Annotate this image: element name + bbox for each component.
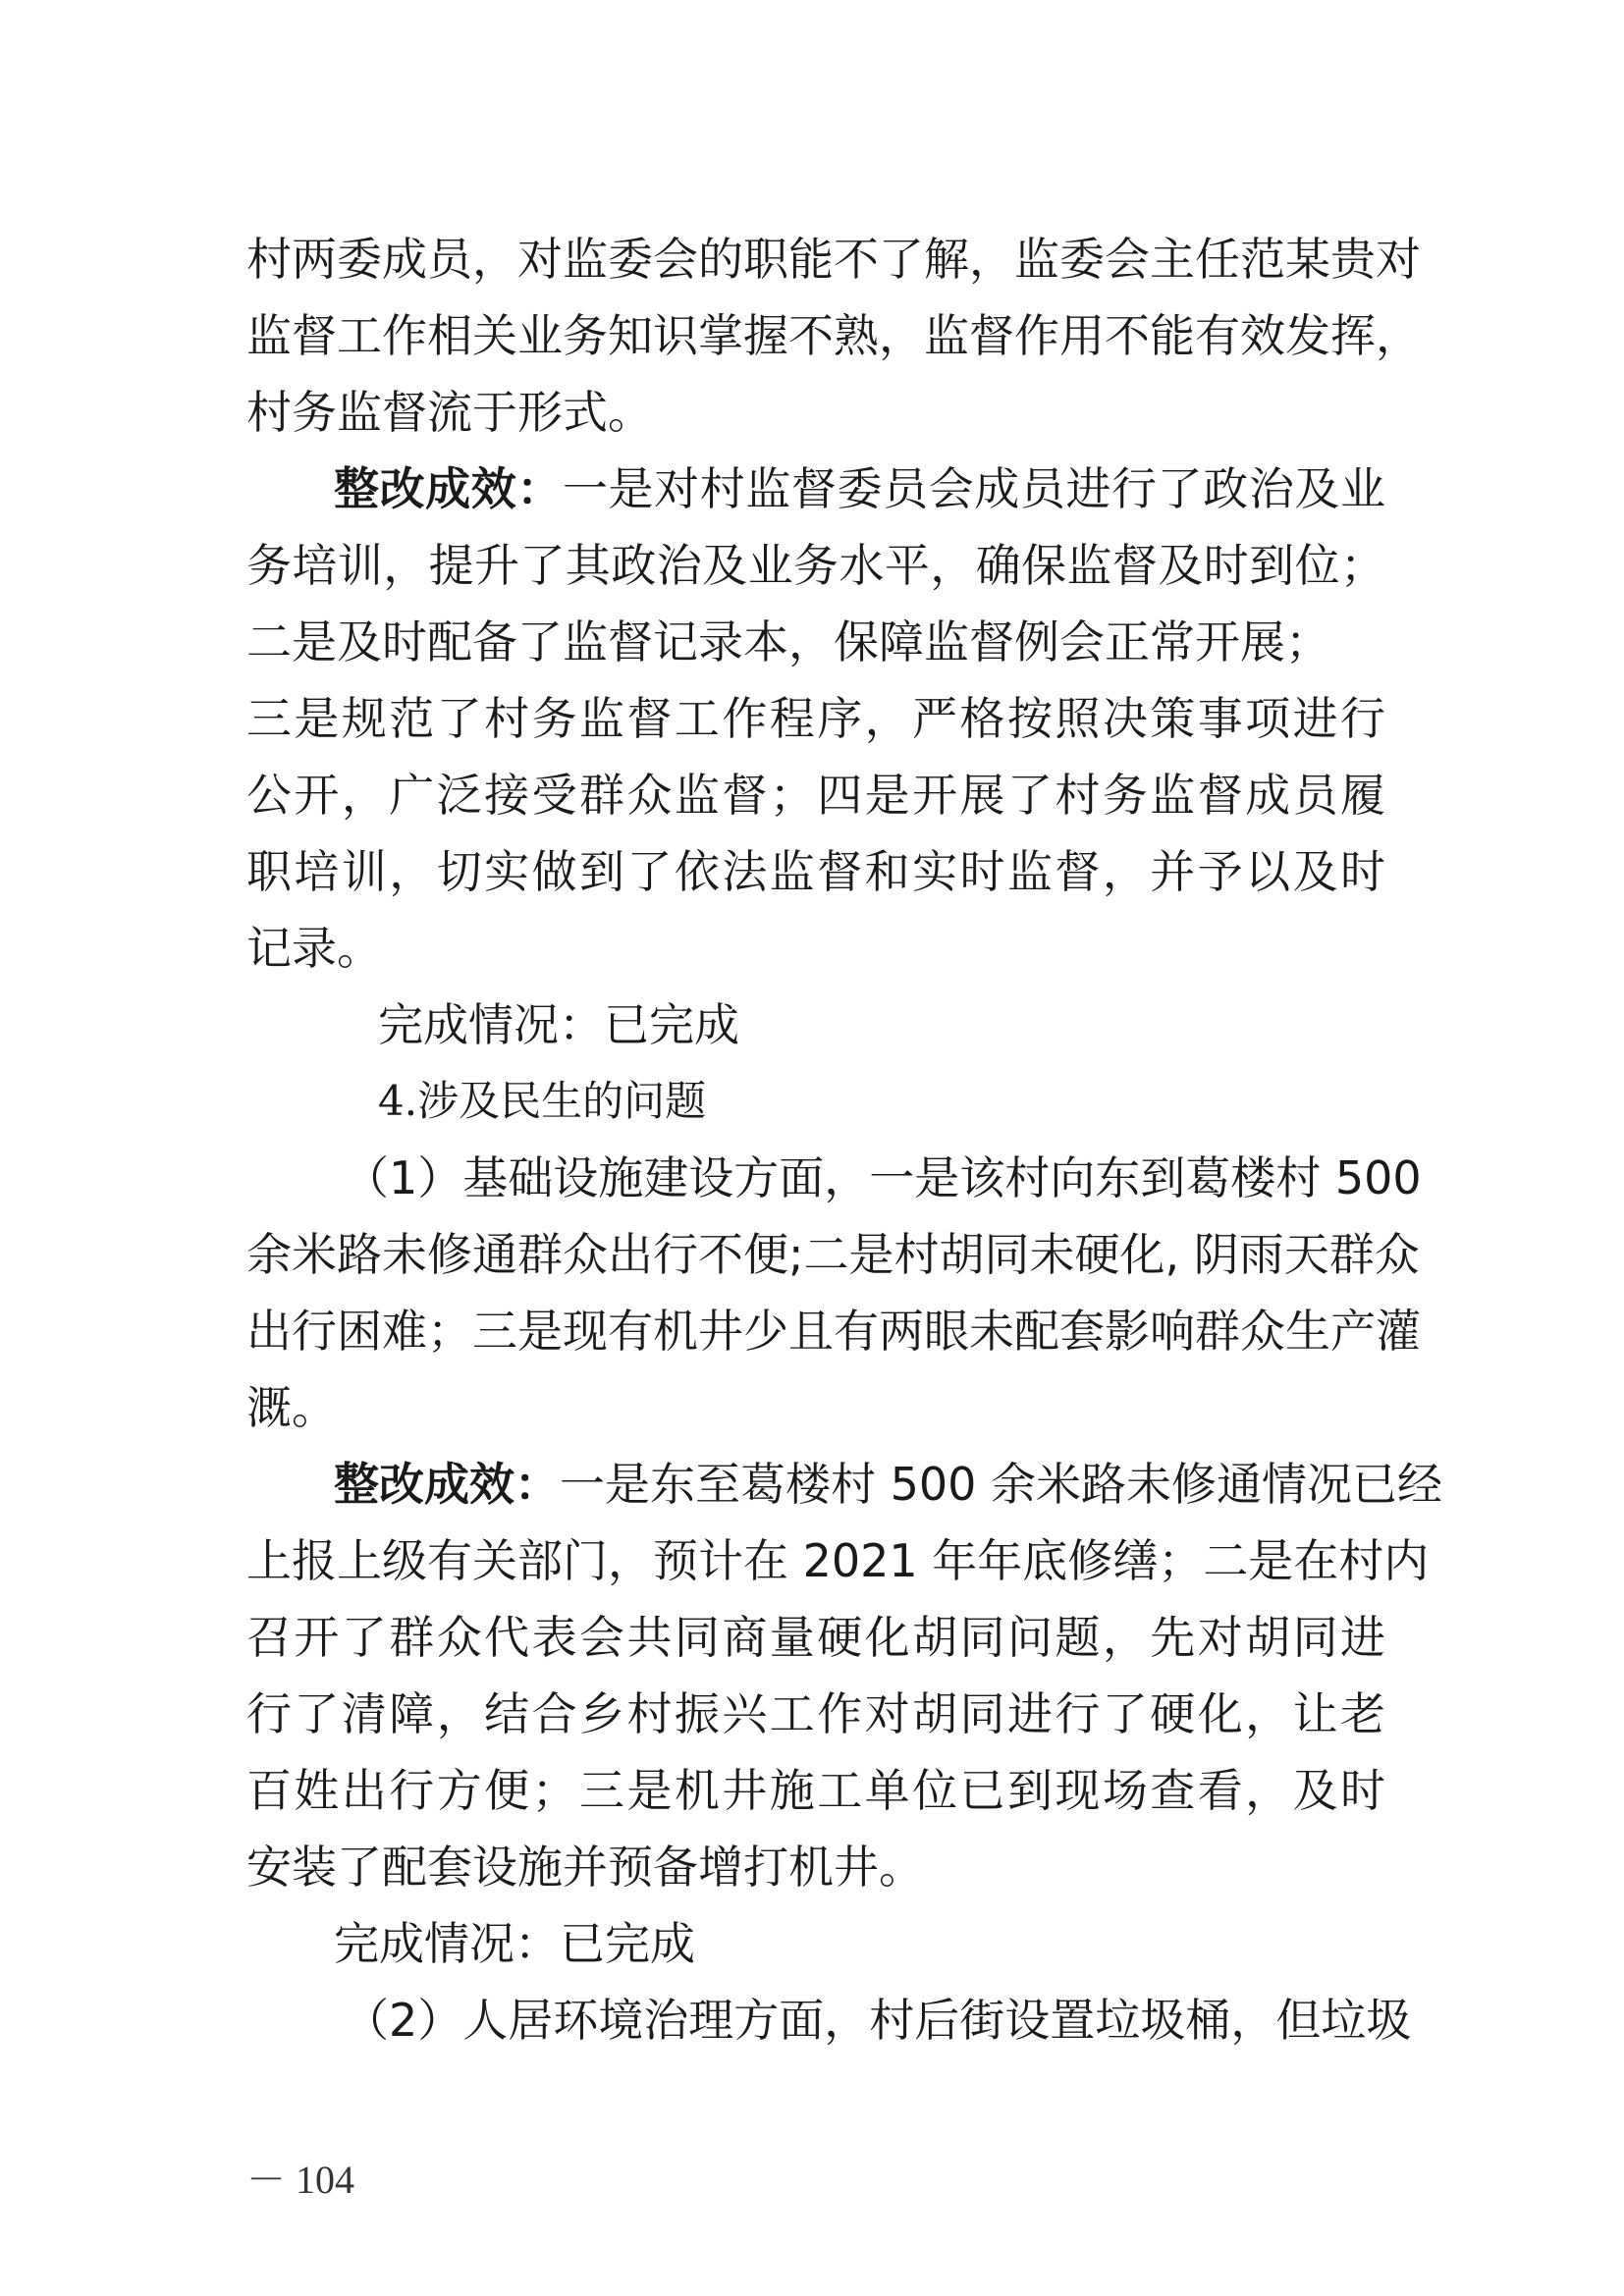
paragraph-line: 溉。 <box>246 1381 337 1434</box>
paragraph-text: 一是对村监督委员会成员进行了政治及业 <box>562 462 1386 515</box>
page-number: － 104 <box>246 2158 354 2202</box>
paragraph-line: （1）基础设施建设方面，一是该村向东到葛楼村 500 <box>344 1151 1422 1204</box>
paragraph-line: 行了清障，结合乡村振兴工作对胡同进行了硬化，让老 <box>246 1687 1385 1740</box>
paragraph-line: 上报上级有关部门，预计在 2021 年年底修缮；二是在村内 <box>246 1534 1430 1587</box>
paragraph-line: 公开，广泛接受群众监督；四是开展了村务监督成员履 <box>246 769 1385 822</box>
paragraph-line: 安装了配套设施并预备增打机井。 <box>246 1841 924 1894</box>
paragraph-text: 一是东至葛楼村 500 余米路未修通情况已经 <box>560 1458 1443 1511</box>
rectification-effect-paragraph <box>334 459 1385 518</box>
paragraph-line: 出行困难；三是现有机井少且有两眼未配套影响群众生产灌 <box>246 1305 1421 1358</box>
rectification-effect-label: 整改成效： <box>334 1458 560 1511</box>
section-heading: 4.涉及民生的问题 <box>378 1077 707 1125</box>
paragraph-line: 职培训，切实做到了依法监督和实时监督，并予以及时 <box>246 845 1385 898</box>
paragraph-line: 监督工作相关业务知识掌握不熟，监督作用不能有效发挥， <box>246 309 1421 362</box>
paragraph-line: 务培训，提升了其政治及业务水平，确保监督及时到位； <box>246 539 1385 592</box>
paragraph-line: （2）人居环境治理方面，村后街设置垃圾桶，但垃圾 <box>344 1994 1412 2047</box>
paragraph-line: 余米路未修通群众出行不便;二是村胡同未硬化, 阴雨天群众 <box>246 1228 1420 1281</box>
paragraph-line: 村务监督流于形式。 <box>246 386 653 439</box>
rectification-effect-label: 整改成效： <box>334 462 563 515</box>
completion-status: 完成情况：已完成 <box>334 1917 695 1970</box>
rectification-effect-paragraph <box>334 1455 1443 1514</box>
paragraph-line: 记录。 <box>246 922 382 975</box>
paragraph-line: 召开了群众代表会共同商量硬化胡同问题，先对胡同进 <box>246 1611 1385 1664</box>
completion-status: 完成情况：已完成 <box>378 998 739 1051</box>
paragraph-line: 村两委成员，对监委会的职能不了解，监委会主任范某贵对 <box>246 233 1421 286</box>
paragraph-line: 百姓出行方便；三是机井施工单位已到现场查看，及时 <box>246 1764 1385 1817</box>
paragraph-line: 三是规范了村务监督工作程序，严格按照决策事项进行 <box>246 692 1385 745</box>
paragraph-line: 二是及时配备了监督记录本，保障监督例会正常开展； <box>246 615 1330 668</box>
